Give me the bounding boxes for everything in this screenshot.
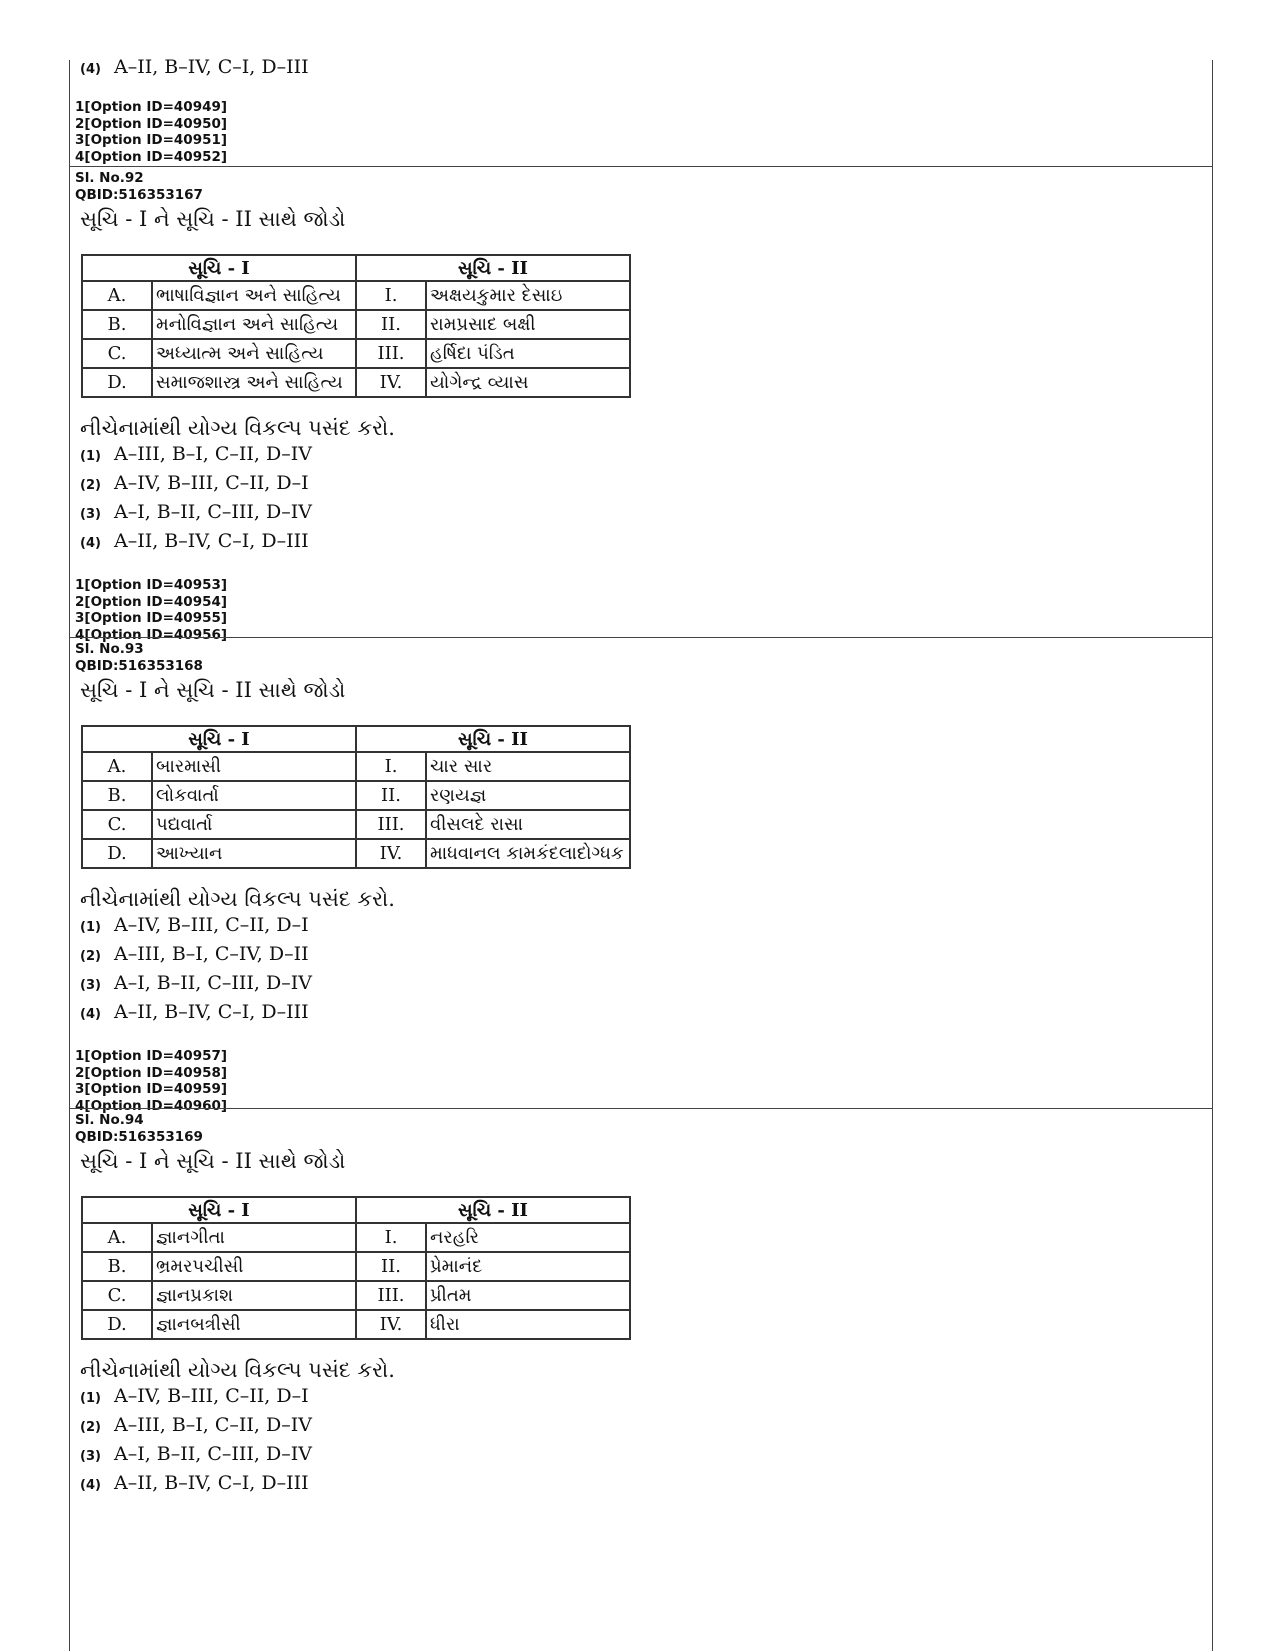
option-id-list	[75, 99, 1212, 165]
list-2-item: ધીરા	[426, 1310, 630, 1339]
list-1-key: D.	[82, 1310, 152, 1339]
option-id: 2[Option ID=40958]	[75, 1064, 228, 1081]
list-2-header: સૂચિ - II	[356, 255, 630, 281]
list-1-item: જ્ઞાનપ્રકાશ	[152, 1281, 356, 1310]
table-row	[82, 339, 630, 368]
option-text: A–I, B–II, C–III, D–IV	[114, 1443, 312, 1465]
option-id: 4[Option ID=40956]	[75, 626, 228, 643]
match-table	[81, 254, 631, 398]
table-row	[82, 310, 630, 339]
list-1-header: સૂચિ - I	[82, 726, 356, 752]
list-1-key: C.	[82, 810, 152, 839]
option-id: 3[Option ID=40959]	[75, 1081, 228, 1097]
list-1-key: B.	[82, 310, 152, 339]
list-1-key: B.	[82, 781, 152, 810]
table-row	[82, 1252, 630, 1281]
list-1-key: D.	[82, 368, 152, 397]
qbid: QBID:516353168	[75, 657, 203, 674]
list-1-key: B.	[82, 1252, 152, 1281]
list-2-key: II.	[356, 1252, 426, 1281]
list-2-header: સૂચિ - II	[356, 1197, 630, 1223]
list-2-key: III.	[356, 810, 426, 839]
list-1-item: અધ્યાત્મ અને સાહિત્ય	[152, 339, 356, 368]
table-row	[82, 281, 630, 310]
option-number: (3)	[80, 1449, 101, 1464]
option-row	[80, 943, 1212, 972]
option-number: (4)	[80, 62, 101, 77]
table-row	[82, 752, 630, 781]
list-1-header: સૂચિ - I	[82, 1197, 356, 1223]
list-1-item: જ્ઞાનબત્રીસી	[152, 1310, 356, 1339]
option-row	[80, 56, 1212, 85]
table-row	[82, 1310, 630, 1339]
list-2-item: ચાર સાર	[426, 752, 630, 781]
list-2-key: IV.	[356, 368, 426, 397]
list-2-item: યોગેન્દ્ર વ્યાસ	[426, 368, 630, 397]
divider	[70, 166, 1212, 167]
option-number: (4)	[80, 1478, 101, 1493]
list-2-key: III.	[356, 1281, 426, 1310]
option-text: A–III, B–I, C–II, D–IV	[114, 1414, 312, 1436]
option-id: 1[Option ID=40957]	[75, 1048, 228, 1064]
list-2-key: I.	[356, 281, 426, 310]
option-row	[80, 1414, 1212, 1443]
list-1-key: A.	[82, 752, 152, 781]
list-1-item: પદ્યવાર્તા	[152, 810, 356, 839]
table-row	[82, 810, 630, 839]
list-1-item: લોકવાર્તા	[152, 781, 356, 810]
option-number: (1)	[80, 449, 101, 464]
qbid: QBID:516353169	[75, 1128, 203, 1145]
list-2-item: પ્રીતમ	[426, 1281, 630, 1310]
serial-number: Sl. No.93	[75, 641, 144, 657]
option-row	[80, 1443, 1212, 1472]
list-2-key: IV.	[356, 1310, 426, 1339]
list-1-header: સૂચિ - I	[82, 255, 356, 281]
list-1-item: સમાજશાસ્ત્ર અને સાહિત્ય	[152, 368, 356, 397]
list-2-header: સૂચિ - II	[356, 726, 630, 752]
list-1-item: જ્ઞાનગીતા	[152, 1223, 356, 1252]
list-2-item: પ્રેમાનંદ	[426, 1252, 630, 1281]
table-row	[82, 781, 630, 810]
list-2-key: II.	[356, 781, 426, 810]
option-row	[80, 501, 1212, 530]
list-1-key: D.	[82, 839, 152, 868]
list-2-key: II.	[356, 310, 426, 339]
option-id: 2[Option ID=40950]	[75, 115, 228, 132]
list-2-item: રણયજ્ઞ	[426, 781, 630, 810]
table-row	[82, 368, 630, 397]
question-instruction: સૂચિ - I ને સૂચિ - II સાથે જોડો	[80, 1149, 346, 1173]
option-id-list	[75, 577, 1212, 643]
option-text: A–IV, B–III, C–II, D–I	[114, 1385, 309, 1407]
list-2-key: IV.	[356, 839, 426, 868]
option-id: 1[Option ID=40953]	[75, 577, 228, 593]
option-text: A–I, B–II, C–III, D–IV	[114, 501, 312, 523]
question-instruction: સૂચિ - I ને સૂચિ - II સાથે જોડો	[80, 678, 346, 702]
option-id: 4[Option ID=40952]	[75, 148, 228, 165]
table-header-row	[82, 726, 630, 752]
qbid: QBID:516353167	[75, 186, 203, 203]
list-2-item: માધવાનલ કામકંદલાદોગ્ધક	[426, 839, 630, 868]
option-number: (2)	[80, 478, 101, 493]
divider	[70, 1108, 1212, 1109]
divider	[70, 637, 1212, 638]
list-2-item: અક્ષયકુમાર દેસાઇ	[426, 281, 630, 310]
question-stem: નીચેનામાંથી યોગ્ય વિકલ્પ પસંદ કરો.	[80, 1358, 395, 1382]
previous-question-tail	[70, 56, 1212, 165]
match-table	[81, 725, 631, 869]
table-row	[82, 1223, 630, 1252]
option-number: (4)	[80, 1007, 101, 1022]
option-row	[80, 472, 1212, 501]
list-2-item: નરહરિ	[426, 1223, 630, 1252]
list-2-item: હર્ષિદા પંડિત	[426, 339, 630, 368]
serial-number: Sl. No.92	[75, 170, 144, 186]
question-stem: નીચેનામાંથી યોગ્ય વિકલ્પ પસંદ કરો.	[80, 416, 395, 440]
list-1-key: C.	[82, 1281, 152, 1310]
option-list	[80, 443, 1212, 559]
option-row	[80, 443, 1212, 472]
list-1-key: A.	[82, 281, 152, 310]
option-number: (1)	[80, 920, 101, 935]
option-id: 1[Option ID=40949]	[75, 99, 228, 115]
option-list	[80, 914, 1212, 1030]
option-text: A–IV, B–III, C–II, D–I	[114, 914, 309, 936]
match-table	[81, 1196, 631, 1340]
list-2-item: રામપ્રસાદ બક્ષી	[426, 310, 630, 339]
question-92	[70, 170, 1212, 643]
option-row	[80, 1385, 1212, 1414]
table-header-row	[82, 255, 630, 281]
list-2-key: III.	[356, 339, 426, 368]
list-2-key: I.	[356, 1223, 426, 1252]
option-text: A–III, B–I, C–II, D–IV	[114, 443, 312, 465]
option-text: A–II, B–IV, C–I, D–III	[114, 56, 309, 78]
option-row	[80, 914, 1212, 943]
list-1-item: આખ્યાન	[152, 839, 356, 868]
option-text: A–III, B–I, C–IV, D–II	[114, 943, 309, 965]
option-id: 4[Option ID=40960]	[75, 1097, 228, 1114]
list-1-key: C.	[82, 339, 152, 368]
list-1-item: ભાષાવિજ્ઞાન અને સાહિત્ય	[152, 281, 356, 310]
option-text: A–II, B–IV, C–I, D–III	[114, 530, 309, 552]
option-text: A–II, B–IV, C–I, D–III	[114, 1472, 309, 1494]
page-frame	[69, 56, 1213, 1651]
list-1-item: ભ્રમરપચીસી	[152, 1252, 356, 1281]
option-number: (2)	[80, 949, 101, 964]
list-2-item: વીસલદે રાસા	[426, 810, 630, 839]
list-1-item: મનોવિજ્ઞાન અને સાહિત્ય	[152, 310, 356, 339]
question-instruction: સૂચિ - I ને સૂચિ - II સાથે જોડો	[80, 207, 346, 231]
list-1-key: A.	[82, 1223, 152, 1252]
question-stem: નીચેનામાંથી યોગ્ય વિકલ્પ પસંદ કરો.	[80, 887, 395, 911]
option-number: (4)	[80, 536, 101, 551]
option-id: 3[Option ID=40955]	[75, 610, 228, 626]
option-text: A–II, B–IV, C–I, D–III	[114, 1001, 309, 1023]
list-2-key: I.	[356, 752, 426, 781]
question-94	[70, 1112, 1212, 1501]
option-id: 2[Option ID=40954]	[75, 593, 228, 610]
table-row	[82, 1281, 630, 1310]
option-list	[80, 1385, 1212, 1501]
option-row	[80, 1001, 1212, 1030]
option-id: 3[Option ID=40951]	[75, 132, 228, 148]
question-93	[70, 641, 1212, 1114]
option-row	[80, 972, 1212, 1001]
list-1-item: બારમાસી	[152, 752, 356, 781]
table-header-row	[82, 1197, 630, 1223]
option-text: A–I, B–II, C–III, D–IV	[114, 972, 312, 994]
option-row	[80, 530, 1212, 559]
option-row	[80, 1472, 1212, 1501]
serial-number: Sl. No.94	[75, 1112, 144, 1128]
option-number: (3)	[80, 507, 101, 522]
option-number: (2)	[80, 1420, 101, 1435]
table-row	[82, 839, 630, 868]
option-text: A–IV, B–III, C–II, D–I	[114, 472, 309, 494]
option-number: (1)	[80, 1391, 101, 1406]
option-id-list	[75, 1048, 1212, 1114]
option-number: (3)	[80, 978, 101, 993]
